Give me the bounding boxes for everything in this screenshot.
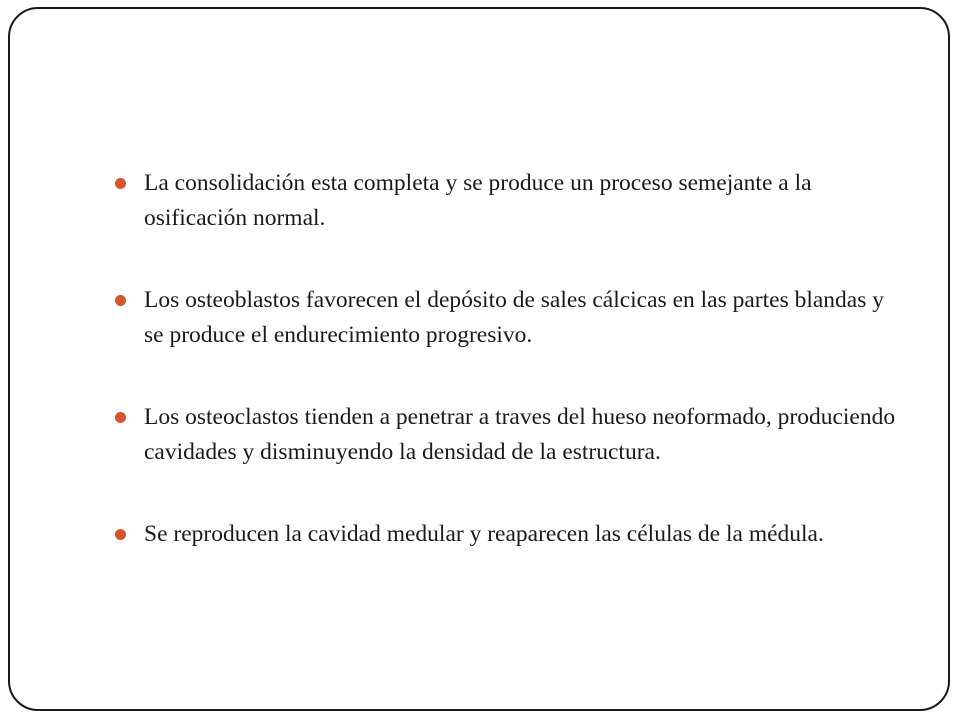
bullet-text: La consolidación esta completa y se produce un proceso semejante a la osificación normal. bbox=[144, 170, 812, 231]
bullet-item-3 bbox=[115, 400, 905, 470]
bullet-dot-icon bbox=[115, 178, 126, 189]
bullet-dot-icon bbox=[115, 295, 126, 306]
bullet-dot-icon bbox=[115, 412, 126, 423]
slide-frame bbox=[8, 7, 950, 711]
bullet-dot-icon bbox=[115, 529, 126, 540]
bullet-text: Los osteoblastos favorecen el depósito de sales cálcicas en las partes blandas y se produce el endurecimiento progresivo. bbox=[144, 287, 884, 348]
bullet-text: Se reproducen la cavidad medular y reaparecen las células de la médula. bbox=[144, 521, 824, 547]
bullet-list bbox=[115, 166, 905, 552]
bullet-text: Los osteoclastos tienden a penetrar a traves del hueso neoformado, produciendo cavidades y disminuyendo la densidad de la estructura. bbox=[144, 404, 896, 465]
bullet-item-2 bbox=[115, 283, 905, 353]
bullet-item-1 bbox=[115, 166, 905, 236]
bullet-item-4 bbox=[115, 517, 905, 552]
